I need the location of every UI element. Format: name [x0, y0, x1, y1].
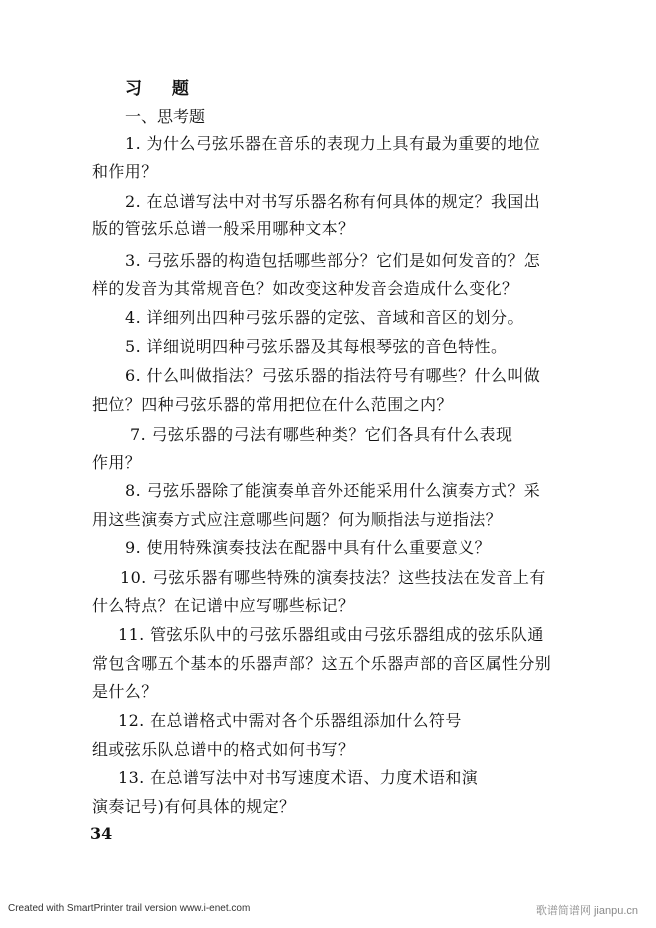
question-13-line-2: 演奏记号)有何具体的规定？ [92, 797, 296, 816]
question-6-line-1: 6. 什么叫做指法？弓弦乐器的指法符号有哪些？什么叫做 [125, 366, 541, 385]
question-3-line-2: 样的发音为其常规音色？如改变这种发音会造成什么变化？ [92, 279, 519, 298]
question-2-line-2: 版的管弦乐总谱一般采用哪种文本？ [92, 219, 355, 238]
question-3-line-1: 3. 弓弦乐器的构造包括哪些部分？它们是如何发音的？怎 [125, 251, 541, 270]
question-12-line-2: 组或弦乐队总谱中的格式如何书写？ [92, 740, 355, 759]
question-1-line-1: 1. 为什么弓弦乐器在音乐的表现力上具有最为重要的地位 [125, 134, 541, 153]
question-6-line-2: 把位？四种弓弦乐器的常用把位在什么范围之内？ [92, 395, 453, 414]
question-9-line-1: 9. 使用特殊演奏技法在配器中具有什么重要意义？ [125, 538, 491, 557]
question-11-line-1: 11. 管弦乐队中的弓弦乐器组或由弓弦乐器组成的弦乐队通 [118, 625, 544, 644]
question-7-line-1: 7. 弓弦乐器的弓法有哪些种类？它们各具有什么表现 [130, 425, 513, 444]
question-2-line-1: 2. 在总谱写法中对书写乐器名称有何具体的规定？我国出 [125, 192, 541, 211]
question-10-line-1: 10. 弓弦乐器有哪些特殊的演奏技法？这些技法在发音上有 [120, 568, 546, 587]
section-heading: 习 题 [125, 79, 201, 99]
question-1-line-2: 和作用？ [92, 162, 158, 181]
site-watermark: 歌谱简谱网 jianpu.cn [535, 905, 638, 917]
question-11-line-3: 是什么？ [92, 682, 158, 701]
question-8-line-1: 8. 弓弦乐器除了能演奏单音外还能采用什么演奏方式？采 [125, 481, 541, 500]
question-10-line-2: 什么特点？在记谱中应写哪些标记？ [92, 596, 355, 615]
question-4-line-1: 4. 详细列出四种弓弦乐器的定弦、音域和音区的划分。 [125, 308, 524, 327]
page-number: 34 [90, 824, 113, 843]
question-13-line-1: 13. 在总谱写法中对书写速度术语、力度术语和演 [118, 768, 479, 787]
question-11-line-2: 常包含哪五个基本的乐器声部？这五个乐器声部的音区属性分别 [92, 654, 552, 673]
question-8-line-2: 用这些演奏方式应注意哪些问题？何为顺指法与逆指法？ [92, 510, 503, 529]
created-with-footer: Created with SmartPrinter trail version www.i-enet.com [8, 903, 251, 914]
question-12-line-1: 12. 在总谱格式中需对各个乐器组添加什么符号 [118, 711, 462, 730]
subsection-heading: 一、思考题 [125, 107, 206, 126]
question-5-line-1: 5. 详细说明四种弓弦乐器及其每根琴弦的音色特性。 [125, 337, 508, 356]
question-7-line-2: 作用？ [92, 453, 142, 472]
